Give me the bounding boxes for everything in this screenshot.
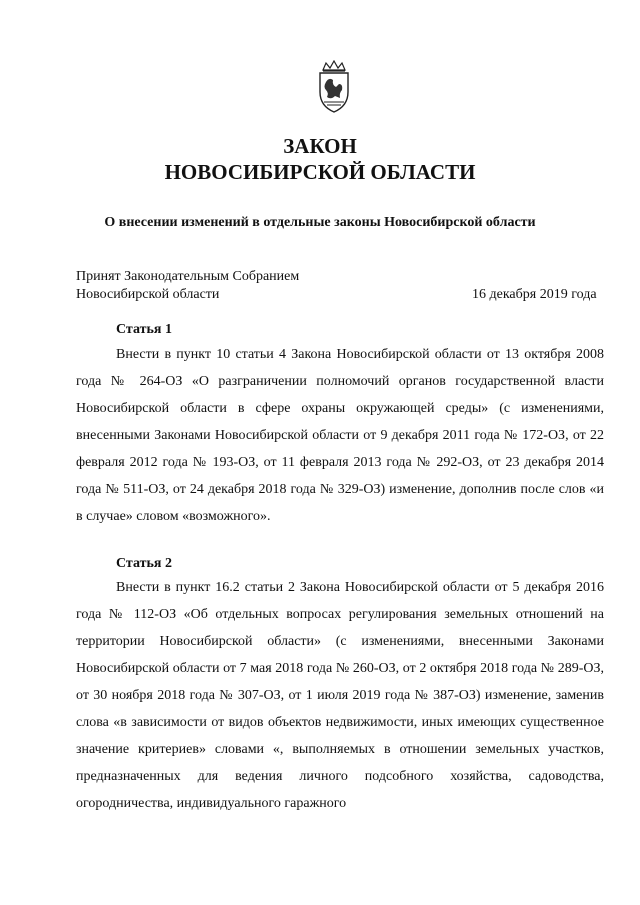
document-title: ЗАКОН	[283, 134, 357, 158]
document-subtitle: О внесении изменений в отдельные законы Новосибирской области	[104, 215, 536, 230]
article-1-heading: Статья 1	[116, 322, 172, 337]
coat-of-arms-icon	[315, 60, 353, 114]
document-region-title: НОВОСИБИРСКОЙ ОБЛАСТИ	[164, 160, 476, 184]
article-2-text: Внести в пункт 16.2 статьи 2 Закона Новосибирской области от 5 декабря 2016 года № 112-ОЗ «Об отдельных вопросах регулирования земельных отношений на территории Новосибирской области» (с изменениями, внесенными Законами Новосибирской области от 7 мая 2018 года № 260-ОЗ, от 2 октября 2018 года № 289-ОЗ, от 30 ноября 2018 года № 307-ОЗ, от 1 июля 2019 года № 387-ОЗ) изменение, заменив слова «в зависимости от видов объектов недвижимости, иных имеющих существенное значение критериев» словами «, выполняемых в отношении земельных участков, предназначенных для ведения личного подсобного хозяйства, садоводства, огородничества, индивидуального гаражного	[76, 580, 604, 811]
article-2-heading: Статья 2	[116, 556, 172, 571]
article-1-text: Внести в пункт 10 статьи 4 Закона Новосибирской области от 13 октября 2008 года № 264-ОЗ «О разграничении полномочий органов государственной власти Новосибирской области в сфере охраны окружающей среды» (с изменениями, внесенными Законами Новосибирской области от 9 декабря 2011 года № 172-ОЗ, от 22 февраля 2012 года № 193-ОЗ, от 11 февраля 2013 года № 292-ОЗ, от 23 декабря 2014 года № 511-ОЗ, от 24 декабря 2018 года № 329-ОЗ) изменение, дополнив после слов «и в случае» словом «возможного».	[76, 347, 604, 524]
adopted-by-line-1: Принят Законодательным Собранием	[76, 269, 300, 284]
adopted-by-line-2: Новосибирской области	[76, 287, 220, 302]
adoption-date: 16 декабря 2019 года	[472, 287, 597, 302]
